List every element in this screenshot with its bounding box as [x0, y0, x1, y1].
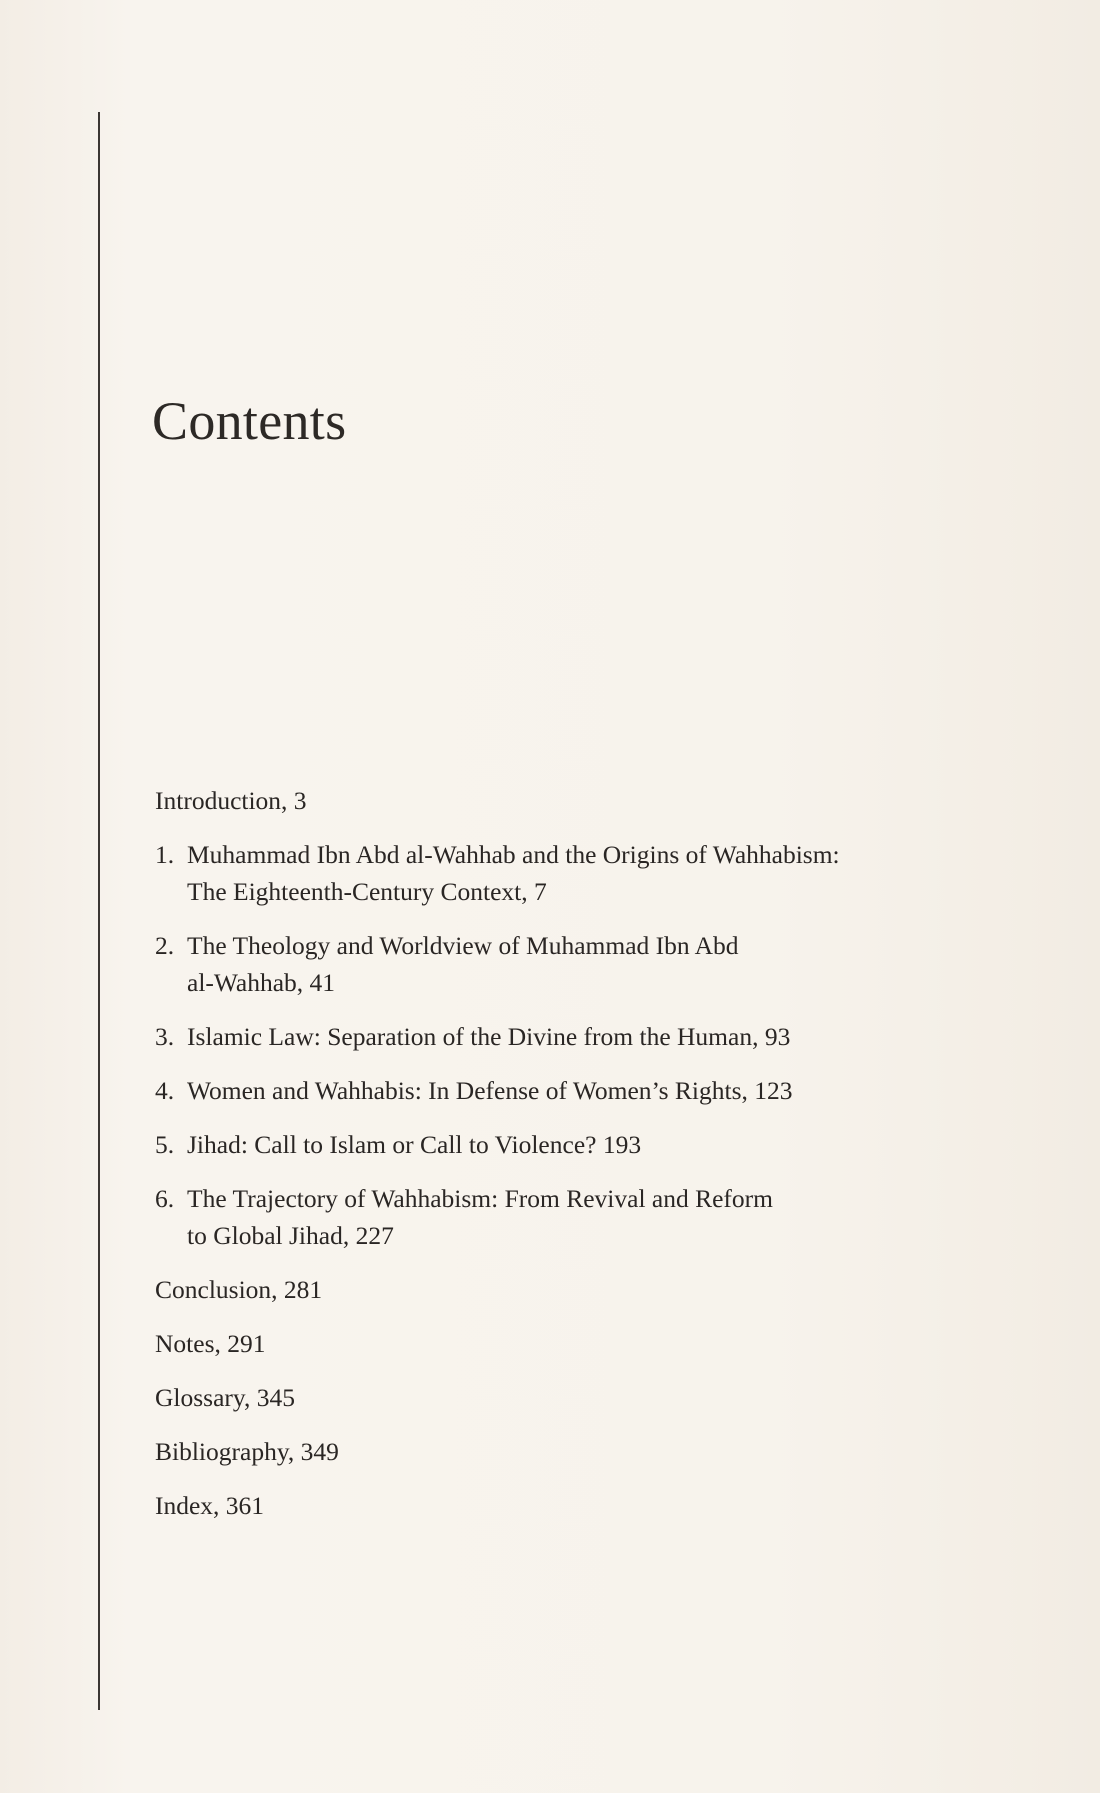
toc-entry-chapter-3	[155, 1018, 975, 1055]
chapter-number: 6.	[155, 1184, 175, 1213]
chapter-title-line: The Theology and Worldview of Muhammad Ibn Abd	[187, 931, 739, 960]
chapter-title-line: Islamic Law: Separation of the Divine from the Human, 93	[187, 1022, 791, 1051]
chapter-title-line: Women and Wahhabis: In Defense of Women’s Rights, 123	[187, 1076, 793, 1105]
gutter-rule	[98, 112, 100, 1710]
table-of-contents	[155, 782, 975, 1541]
chapter-number: 2.	[155, 931, 175, 960]
toc-entry-notes: Notes, 291	[155, 1329, 266, 1358]
chapter-title-line: al-Wahhab, 41	[187, 968, 336, 997]
chapter-number: 1.	[155, 840, 175, 869]
chapter-number: 3.	[155, 1022, 175, 1051]
chapter-title-line: The Trajectory of Wahhabism: From Revival and Reform	[187, 1184, 774, 1213]
chapter-number: 4.	[155, 1076, 175, 1105]
toc-entry-chapter-6	[155, 1180, 975, 1254]
toc-entry-index: Index, 361	[155, 1491, 265, 1520]
chapter-title-line: Jihad: Call to Islam or Call to Violence? 193	[187, 1130, 642, 1159]
toc-entry-chapter-2	[155, 927, 975, 1001]
chapter-title	[187, 1072, 975, 1109]
chapter-title-line: Muhammad Ibn Abd al-Wahhab and the Origins of Wahhabism:	[187, 840, 840, 869]
chapter-title	[187, 1018, 975, 1055]
chapter-title-line: The Eighteenth-Century Context, 7	[187, 877, 547, 906]
chapter-title-line: to Global Jihad, 227	[187, 1221, 394, 1250]
toc-entry-chapter-1	[155, 836, 975, 910]
chapter-title	[187, 1126, 975, 1163]
toc-entry-conclusion: Conclusion, 281	[155, 1275, 323, 1304]
toc-entry-glossary: Glossary, 345	[155, 1383, 296, 1412]
chapter-title	[187, 1180, 975, 1254]
chapter-title	[187, 927, 975, 1001]
toc-entry-introduction: Introduction, 3	[155, 786, 307, 815]
toc-entry-chapter-4	[155, 1072, 975, 1109]
chapter-title	[187, 836, 975, 910]
page-title: Contents	[152, 391, 347, 451]
toc-entry-bibliography: Bibliography, 349	[155, 1437, 339, 1466]
toc-entry-chapter-5	[155, 1126, 975, 1163]
chapter-number: 5.	[155, 1130, 175, 1159]
